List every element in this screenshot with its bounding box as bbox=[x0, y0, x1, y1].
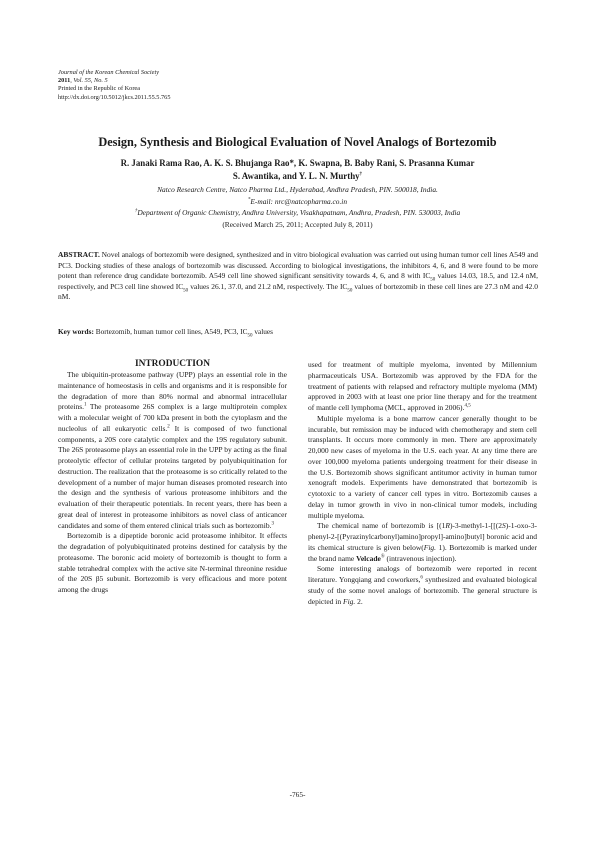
authors-line-2: S. Awantika, and Y. L. N. Murthy bbox=[232, 170, 360, 181]
author-list bbox=[40, 157, 555, 182]
abstract-text-1: Novel analogs of bortezomib were designed, synthesized and in vitro biological evaluation was carried out using human tumor cell lines A549 and PC3. Docking studies of these analogs of bortezomib was discussed. According to biological investigations, the inhibitors 4, 6, and 8 were found to be more potent than reference drug candidate bortezomib. A549 cell line showed significant sensitivity towards 4, 6, and 8 with IC bbox=[58, 250, 538, 281]
printed-note: Printed in the Republic of Korea bbox=[58, 85, 141, 93]
citation-2: 2 bbox=[167, 424, 170, 430]
right-column bbox=[308, 360, 537, 607]
email-star: * bbox=[247, 197, 251, 203]
doi-link[interactable]: http://dx.doi.org/10.5012/jkcs.2011.55.5.765 bbox=[58, 93, 171, 101]
intro-p5-text-e: (intravenous injection). bbox=[384, 553, 457, 563]
intro-paragraph-4: Multiple myeloma is a bone marrow cancer generally thought to be incurable, but remission may be induced with chemotherapy and stem cell transplants. It occurs more commonly in men. There are approximately 20,000 new cases of myeloma in the U.S. each year. At any time there are over 100,000 myeloma patients undergoing treatment for their disease in the U.S. Bortezomib shows significant antitumor activity in human tumor xenograft models. Experiments have demonstrated that bortezomib is cytotoxic to a variety of cancer cell types in vitro. Bortezomib causes a delay in tumor growth in vivo in non-clinical tumor models, including multiple myeloma. bbox=[308, 413, 537, 520]
intro-paragraph-3 bbox=[308, 360, 537, 414]
journal-year: 2011 bbox=[58, 77, 71, 85]
abstract bbox=[58, 250, 538, 303]
citation-4-5: 4,5 bbox=[464, 403, 471, 409]
page-number: -765- bbox=[289, 790, 306, 799]
intro-p5-text-d: 1). Bortezomib is marked under the brand name bbox=[308, 542, 537, 563]
keywords-label: Key words: bbox=[58, 327, 94, 336]
corresponding-email[interactable]: E-mail: nrc@natcopharma.co.in bbox=[250, 196, 348, 206]
abstract-text-3: values 26.1, 37.0, and 21.2 nM, respectively. The IC bbox=[188, 281, 348, 291]
author-dagger: † bbox=[359, 171, 363, 177]
intro-p1-text-c: It is composed of two functional components, a 20S core catalytic complex and the 19S regulatory subunit. The 26S proteasome plays an essential role in the UPP by acting as the final proteolytic effector of cellular proteins targeted by polyubiquitination for destruction. The realization that the proteasome is so critically related to the development of a number of major human diseases promoted research into the design and the synthesis of various proteasome inhibitors and the evaluation of their therapeutic potentials. In recent years, there has been a great deal of interest in proteasome inhibitors as novel class of anticancer candidates and some of them entered clinical trials such as bortezomib. bbox=[58, 423, 287, 530]
keywords bbox=[58, 327, 538, 337]
affiliations bbox=[40, 184, 555, 230]
journal-name: Journal of the Korean Chemical Society bbox=[58, 69, 160, 76]
intro-paragraph-2: Bortezomib is a dipeptide boronic acid proteasome inhibitor. It effects the degradation of polyubiquitinated proteins destined for catalysis by the proteasome. The boronic acid moiety of bortezomib is thought to form a stable tetrahedral complex with the active site N-terminal threonine residue of the 20S β5 subunit. Bortezomib is very efficacious and more potent among the drugs bbox=[58, 531, 287, 594]
intro-p1-text-b: The proteasome 26S complex is a large multiprotein complex with a molecular weight of 700 kDa present in both the cytoplasm and the nucleolus of all eukaryotic cells. bbox=[58, 402, 287, 433]
intro-paragraph-5 bbox=[308, 521, 537, 564]
citation-1: 1 bbox=[84, 402, 87, 408]
intro-p6-text-c: 2. bbox=[355, 596, 363, 606]
intro-p5-text-a: The chemical name of bortezomib is [(1 bbox=[317, 521, 446, 531]
keywords-tail: values bbox=[252, 327, 273, 336]
brand-name: Velcade bbox=[356, 553, 381, 563]
intro-p5-text-b: )-3-methyl-1-[[(2 bbox=[449, 521, 502, 531]
affiliation-natco: Natco Research Centre, Natco Pharma Ltd., Hyderabad, Andhra Pradesh, PIN. 500018, India. bbox=[157, 185, 438, 194]
intro-p3-text: used for treatment of multiple myeloma, invented by Millennium pharmaceuticals USA. Bortezomib was approved by the FDA for the treatment of patients with relapsed and refractory multiple myeloma (MM) approved in 2003 with at least one prior line therapy and for the treatment of mantle cell lymphoma (MCL, approved in 2006). bbox=[308, 360, 537, 412]
authors-line-1: R. Janaki Rama Rao, A. K. S. Bhujanga Rao*, K. Swapna, B. Baby Rani, S. Prasanna Kumar bbox=[120, 158, 475, 168]
left-column bbox=[58, 358, 287, 596]
abstract-sub-3: 50 bbox=[347, 288, 353, 294]
abstract-label: ABSTRACT. bbox=[58, 250, 100, 259]
figure-2-ref: Fig. bbox=[343, 596, 356, 606]
citation-6: 6 bbox=[420, 575, 423, 581]
abstract-text-4: values of bortezomib in these cell lines are 27.3 nM and 42.0 nM. bbox=[58, 281, 538, 302]
abstract-sub-1: 50 bbox=[430, 277, 436, 283]
intro-paragraph-6 bbox=[308, 564, 537, 607]
citation-3: 3 bbox=[271, 521, 274, 526]
intro-p6-text-a: Some interesting analogs of bortezomib were reported in recent literature. Yongqiang and coworkers, bbox=[308, 564, 537, 584]
intro-p6-text-b: synthesized and evaluated biological study of the some novel analogs of bortezomib. The general structure is depicted in bbox=[308, 575, 538, 606]
abstract-text-2: values 14.03, 18.5, and 12.4 nM, respectively, and PC3 cell line showed IC bbox=[58, 271, 538, 291]
keywords-sub: 50 bbox=[247, 333, 253, 339]
keywords-text: Bortezomib, human tumor cell lines, A549, PC3, IC bbox=[93, 327, 248, 336]
figure-1-ref: Fig. bbox=[423, 542, 437, 552]
introduction-heading: INTRODUCTION bbox=[134, 359, 210, 369]
registered-mark: ® bbox=[380, 554, 385, 559]
journal-volume: , Vol. 55, No. 5 bbox=[70, 77, 108, 85]
received-dates: (Received March 25, 2011; Accepted July 8, 2011) bbox=[222, 219, 373, 229]
intro-p5-text-c: )-1-oxo-3-phenyl-2-[(Pyrazinylcarbonyl)amino]propyl]-amino]butyl] boronic acid and its chemical structure is given below( bbox=[308, 521, 537, 552]
affiliation-andhra: Department of Organic Chemistry, Andhra University, Visakhapatnam, Andhra, Pradesh, PIN. 530003, India bbox=[137, 208, 461, 217]
abstract-sub-2: 50 bbox=[183, 288, 189, 294]
affiliation-dagger: † bbox=[134, 208, 138, 214]
intro-paragraph-1 bbox=[58, 370, 287, 531]
article-title: Design, Synthesis and Biological Evaluation of Novel Analogs of Bortezomib bbox=[98, 135, 497, 149]
stereo-r: R bbox=[445, 521, 450, 531]
stereo-s: S bbox=[502, 521, 506, 531]
journal-header bbox=[58, 69, 170, 102]
intro-p1-text-a: The ubiquitin-proteasome pathway (UPP) plays an essential role in the maintenance of homeostasis in cells and organisms and it is responsible for the degradation of more than 80% normal and abnormal intracellular proteins. bbox=[58, 370, 287, 412]
